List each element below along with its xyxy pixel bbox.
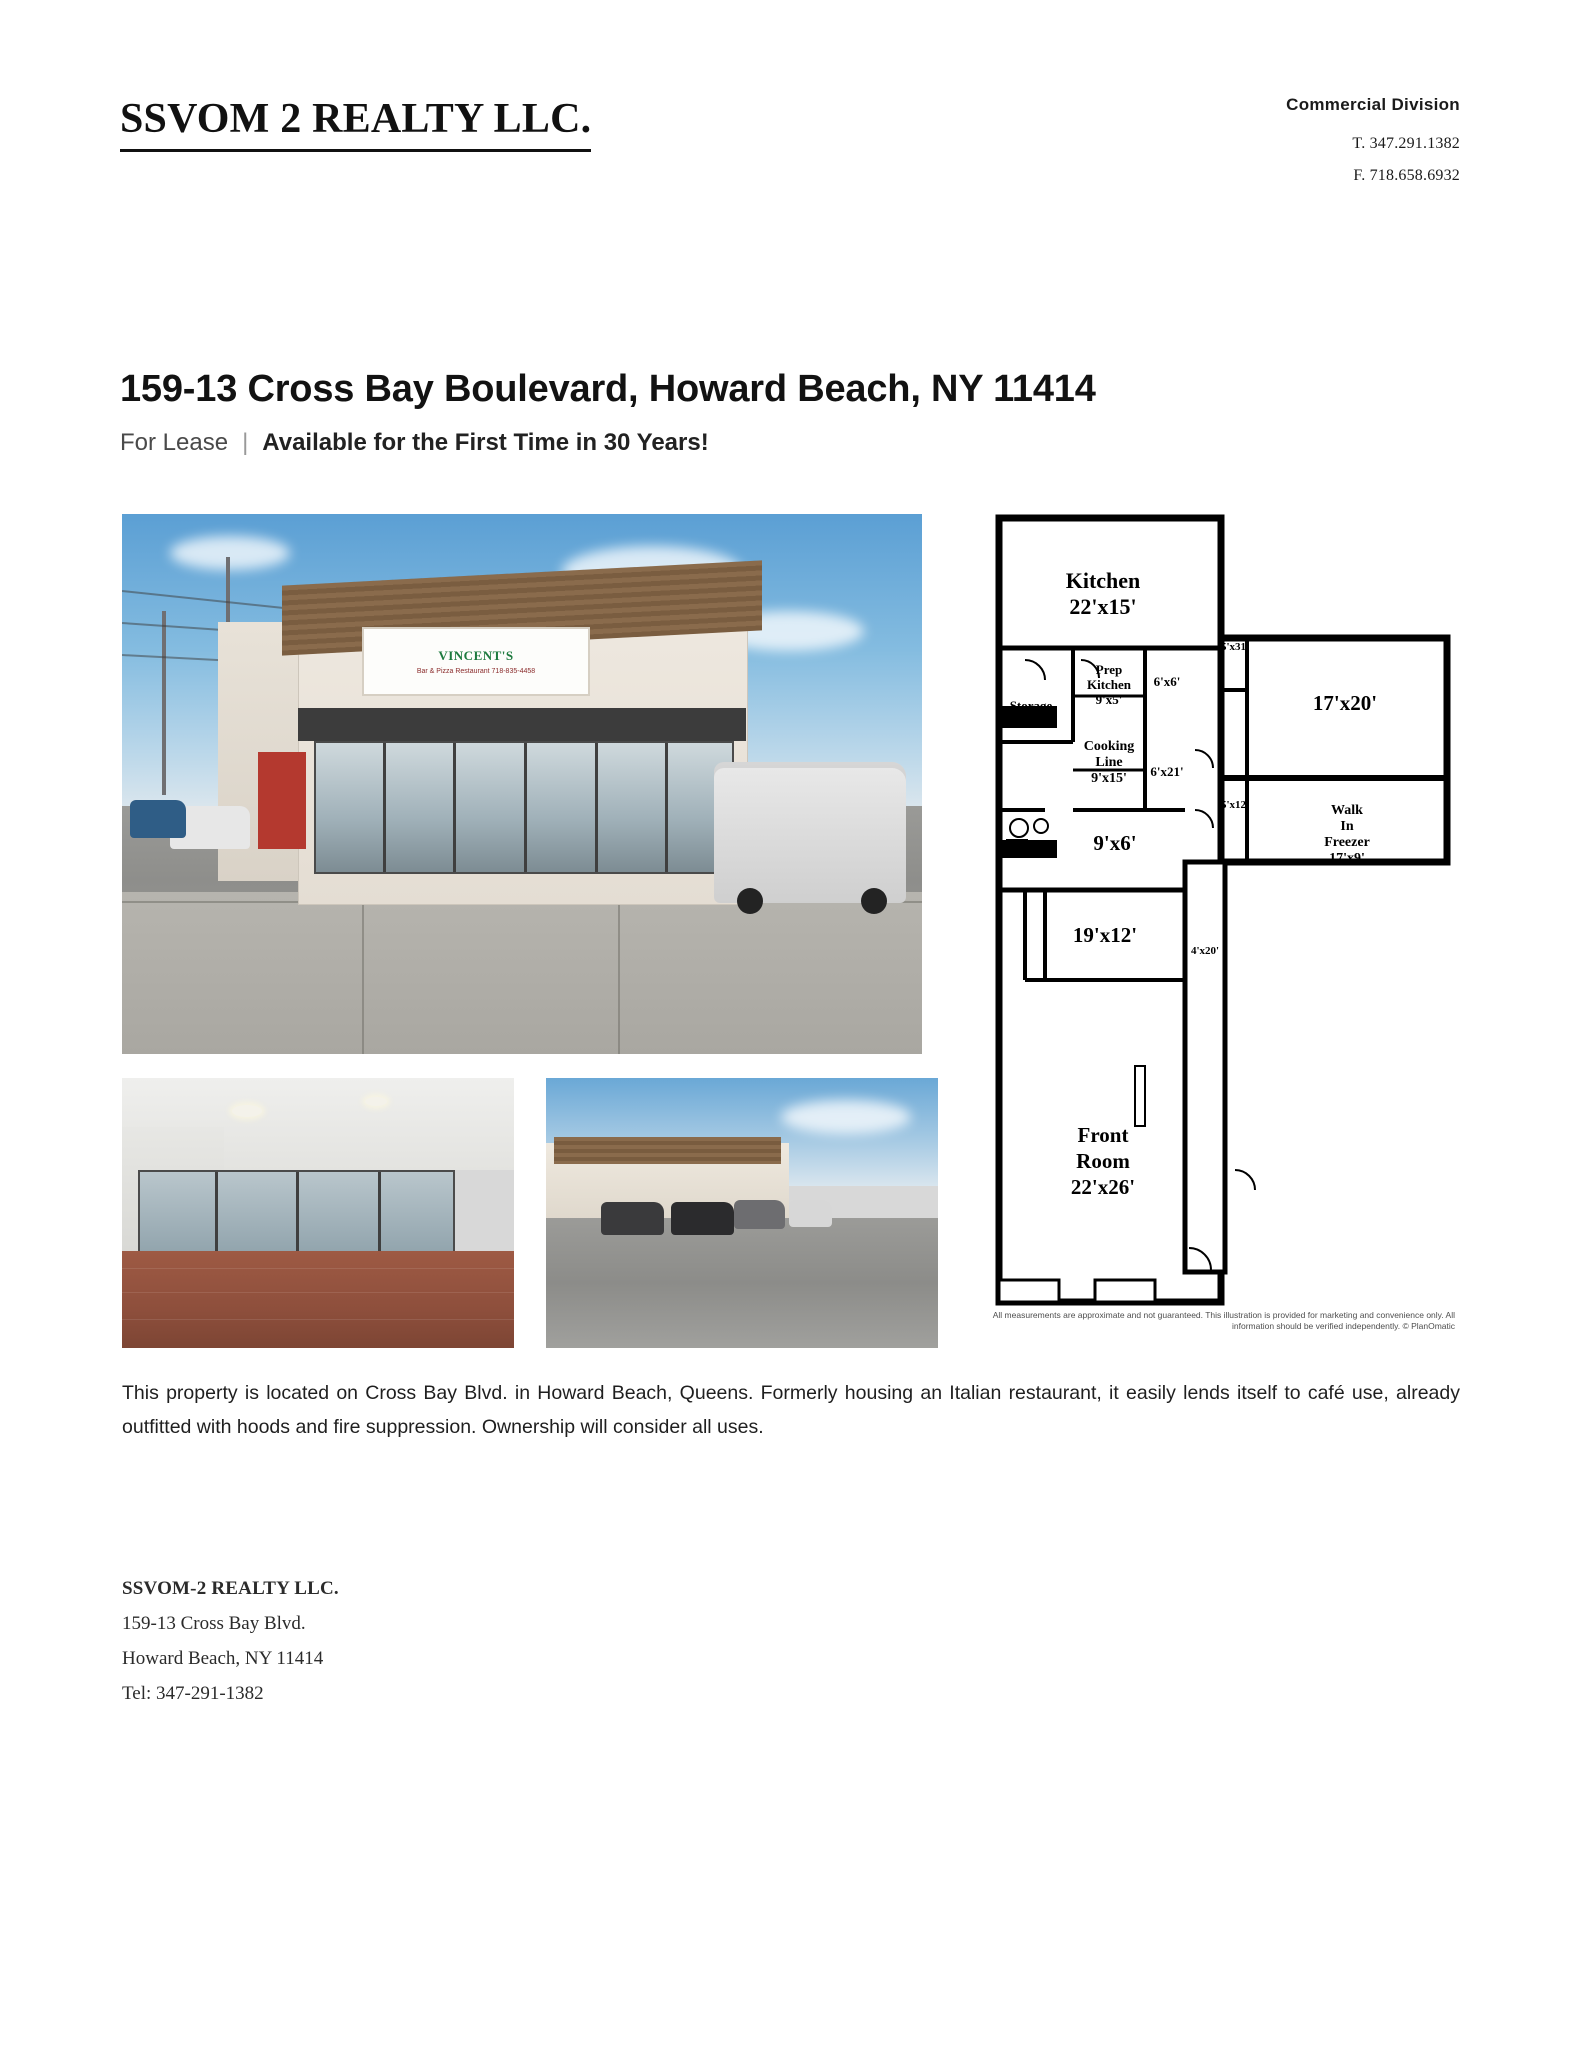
availability-label: Available for the First Time in 30 Years! <box>262 429 709 456</box>
storefront-window-interior <box>138 1170 456 1260</box>
footer-telephone: Tel: 347-291-1382 <box>122 1683 264 1704</box>
svg-text:Walk: Walk <box>1331 803 1363 818</box>
window-mullion <box>524 743 527 873</box>
svg-text:Prep: Prep <box>1095 662 1123 677</box>
svg-text:Freezer: Freezer <box>1324 835 1370 850</box>
svg-text:Front: Front <box>1077 1123 1129 1147</box>
window-mullion <box>665 743 668 873</box>
subtitle-row <box>120 429 1470 457</box>
parking-lot-photo <box>546 1078 938 1348</box>
tile-seam <box>122 1268 514 1269</box>
tile-seam <box>122 1292 514 1293</box>
sidewalk-region <box>122 892 922 1054</box>
parked-car <box>789 1200 832 1227</box>
svg-text:Kitchen: Kitchen <box>1065 568 1141 593</box>
parked-car <box>130 800 186 838</box>
svg-text:22'x15': 22'x15' <box>1069 594 1137 619</box>
svg-text:22'x26': 22'x26' <box>1070 1175 1136 1199</box>
svg-text:5'x12': 5'x12' <box>1220 799 1250 811</box>
window-mullion <box>453 743 456 873</box>
ceiling-light <box>365 1097 387 1106</box>
svg-text:Storage: Storage <box>1009 698 1053 713</box>
header-fax: F. 718.658.6932 <box>1353 167 1460 184</box>
floor-plan <box>985 510 1465 1350</box>
tile-floor <box>122 1251 514 1348</box>
svg-text:19'x12': 19'x12' <box>1072 923 1138 947</box>
footer-company-name: SSVOM-2 REALTY LLC. <box>122 1578 339 1599</box>
svg-text:In: In <box>1340 819 1354 834</box>
sidewalk-seam <box>362 903 364 1054</box>
cloud-shape <box>781 1100 911 1134</box>
page-header <box>120 95 1460 255</box>
svg-text:9'x15': 9'x15' <box>1091 771 1127 786</box>
svg-text:Cooking: Cooking <box>1083 739 1135 754</box>
company-logo-text: SSVOM 2 REALTY LLC. <box>120 95 591 152</box>
svg-text:17'x20': 17'x20' <box>1312 691 1378 715</box>
svg-text:5'x31': 5'x31' <box>1220 641 1250 653</box>
svg-text:Line: Line <box>1095 755 1123 770</box>
exterior-photo <box>122 514 922 1054</box>
mansard-roof <box>554 1137 781 1164</box>
svg-text:9'x6': 9'x6' <box>1093 831 1137 855</box>
svg-text:Room: Room <box>1076 1149 1130 1173</box>
interior-photo <box>122 1078 514 1348</box>
footer-city: Howard Beach, NY 11414 <box>122 1648 324 1669</box>
utility-pole <box>162 611 166 795</box>
window-mullion <box>215 1172 218 1258</box>
cloud-shape <box>170 536 290 570</box>
pavement-region <box>546 1218 938 1348</box>
parked-car <box>734 1200 785 1230</box>
subtitle-separator: | <box>242 429 249 456</box>
svg-text:6'x6': 6'x6' <box>1153 674 1181 689</box>
window-mullion <box>383 743 386 873</box>
window-mullion <box>378 1172 381 1258</box>
parked-suv <box>714 762 906 902</box>
svg-text:4'x20': 4'x20' <box>1190 945 1220 957</box>
wheel-shape <box>861 888 887 914</box>
footer-street: 159-13 Cross Bay Blvd. <box>122 1613 306 1634</box>
parked-car <box>671 1202 734 1234</box>
sidewalk-seam <box>618 903 620 1054</box>
parked-car <box>601 1202 664 1234</box>
tile-seam <box>122 1319 514 1320</box>
window-mullion <box>296 1172 299 1258</box>
footer-contact-block <box>122 1578 339 1705</box>
ceiling-light <box>232 1105 262 1117</box>
floor-plan-disclaimer: All measurements are approximate and not guaranteed. This illustration is provided for marketing and convenience only. All information should be verified independently. © PlanOmatic <box>992 1310 1455 1332</box>
window-mullion <box>595 743 598 873</box>
svg-text:6'x21': 6'x21' <box>1150 764 1184 779</box>
header-phone: T. 347.291.1382 <box>1352 135 1460 152</box>
commercial-division-label: Commercial Division <box>1286 95 1460 114</box>
svg-text:Kitchen: Kitchen <box>1086 677 1132 692</box>
property-description: This property is located on Cross Bay Blvd. in Howard Beach, Queens. Formerly housing an Italian restaurant, it easily lends itself to café use, already outfitted with hoods and fire suppression. Ownership will consider all uses. <box>122 1382 1460 1439</box>
svg-text:9'x5': 9'x5' <box>1095 692 1123 707</box>
svg-text:17'x9': 17'x9' <box>1329 851 1365 866</box>
for-lease-label: For Lease <box>120 429 229 456</box>
restaurant-sign-subtext: Bar & Pizza Restaurant 718-835-4458 <box>416 668 536 676</box>
svg-text:6'x10': 6'x10' <box>1014 714 1048 729</box>
red-service-door <box>258 752 306 849</box>
header-contact-block <box>1040 95 1460 185</box>
storefront-awning <box>298 708 746 740</box>
restaurant-sign <box>362 627 590 696</box>
page-title: 159-13 Cross Bay Boulevard, Howard Beach, NY 11414 <box>120 368 1096 410</box>
floor-plan-drawing <box>985 510 1465 1310</box>
restaurant-sign-name: VINCENT'S <box>438 647 514 663</box>
storefront-glass <box>314 741 734 875</box>
title-block <box>120 368 1470 457</box>
wheel-shape <box>737 888 763 914</box>
